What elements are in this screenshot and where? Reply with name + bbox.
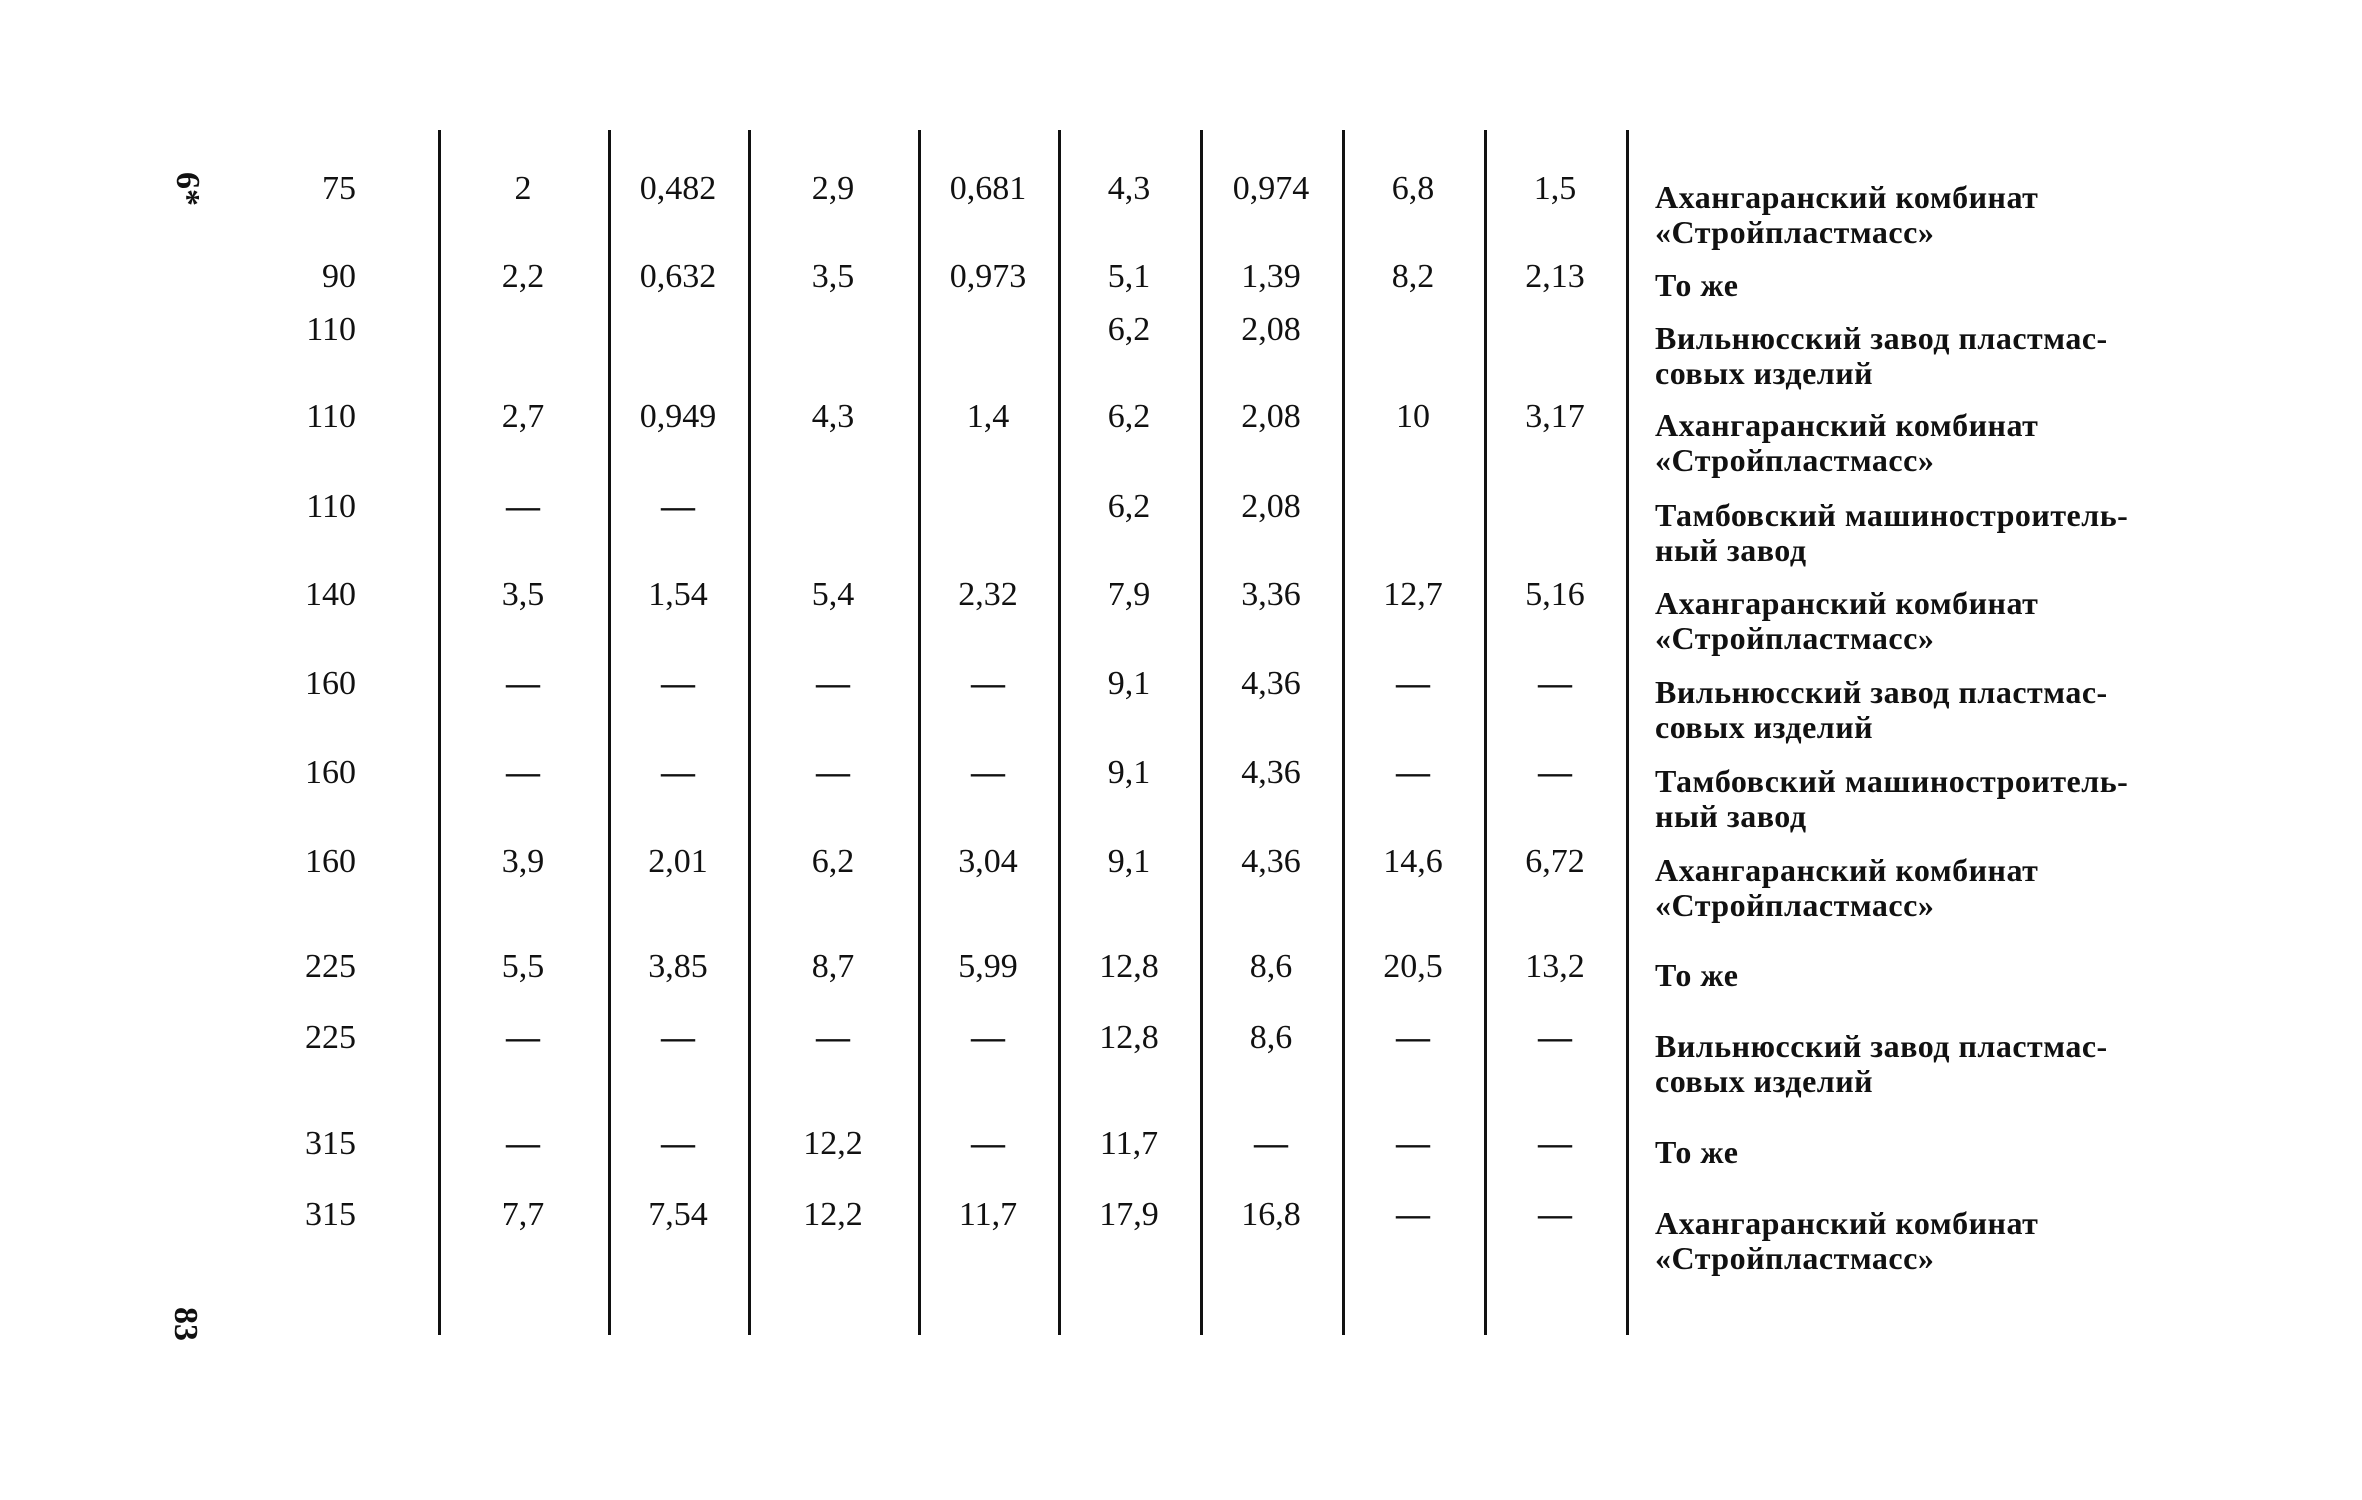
value-cell: 6,2 — [1107, 488, 1151, 525]
value-cell: — — [661, 1125, 695, 1162]
manufacturer-cell: Вильнюсский завод пластмас- совых изделий — [1655, 320, 2108, 391]
value-cell: 2,7 — [501, 398, 545, 435]
value-cell: 9,1 — [1107, 754, 1151, 791]
value-cell: — — [1254, 1125, 1288, 1162]
value-cell: 1,39 — [1241, 258, 1301, 295]
value-cell: 7,7 — [501, 1196, 545, 1233]
page-number: 83 — [167, 1307, 204, 1341]
manufacturer-cell: Ахангаранский комбинат «Стройпластмасс» — [1655, 407, 2039, 478]
value-cell: — — [1538, 1019, 1572, 1056]
value-cell: — — [816, 754, 850, 791]
value-cell: 13,2 — [1525, 948, 1585, 985]
value-cell: — — [1396, 1125, 1430, 1162]
value-cell: 2,13 — [1525, 258, 1585, 295]
value-cell: 8,7 — [811, 948, 855, 985]
diameter-cell: 315 — [305, 1125, 356, 1162]
value-cell: — — [661, 1019, 695, 1056]
column-divider — [438, 130, 441, 1335]
value-cell: 12,8 — [1099, 948, 1159, 985]
diameter-cell: 315 — [305, 1196, 356, 1233]
diameter-cell: 90 — [322, 258, 356, 295]
value-cell: 1,4 — [966, 398, 1010, 435]
column-divider — [1626, 130, 1629, 1335]
value-cell: 8,6 — [1249, 1019, 1293, 1056]
value-cell: 2,2 — [501, 258, 545, 295]
value-cell: 0,974 — [1232, 170, 1310, 207]
value-cell: 1,54 — [648, 576, 708, 613]
value-cell: — — [816, 665, 850, 702]
manufacturer-cell: Тамбовский машиностроитель- ный завод — [1655, 497, 2129, 568]
value-cell: 20,5 — [1383, 948, 1443, 985]
value-cell: — — [661, 754, 695, 791]
value-cell: 2,08 — [1241, 398, 1301, 435]
value-cell: 12,7 — [1383, 576, 1443, 613]
value-cell: — — [1538, 1196, 1572, 1233]
value-cell: — — [506, 1019, 540, 1056]
value-cell: 5,5 — [501, 948, 545, 985]
value-cell: 16,8 — [1241, 1196, 1301, 1233]
value-cell: 11,7 — [958, 1196, 1018, 1233]
manufacturer-cell: Вильнюсский завод пластмас- совых изделий — [1655, 1028, 2108, 1099]
value-cell: — — [816, 1019, 850, 1056]
value-cell: — — [661, 488, 695, 525]
diameter-cell: 225 — [305, 1019, 356, 1056]
value-cell: — — [506, 1125, 540, 1162]
value-cell: 4,36 — [1241, 754, 1301, 791]
value-cell: 9,1 — [1107, 665, 1151, 702]
value-cell: — — [506, 488, 540, 525]
value-cell: 10 — [1396, 398, 1430, 435]
value-cell: 12,8 — [1099, 1019, 1159, 1056]
value-cell: 7,54 — [648, 1196, 708, 1233]
value-cell: 6,72 — [1525, 843, 1585, 880]
manufacturer-cell: Вильнюсский завод пластмас- совых изделий — [1655, 674, 2108, 745]
manufacturer-cell: То же — [1655, 1134, 1739, 1170]
value-cell: — — [971, 754, 1005, 791]
value-cell: 11,7 — [1099, 1125, 1159, 1162]
diameter-cell: 160 — [305, 754, 356, 791]
manufacturer-cell: То же — [1655, 267, 1739, 303]
value-cell: 4,36 — [1241, 665, 1301, 702]
value-cell: — — [661, 665, 695, 702]
value-cell: — — [506, 754, 540, 791]
manufacturer-cell: Ахангаранский комбинат «Стройпластмасс» — [1655, 852, 2039, 923]
diameter-cell: 160 — [305, 843, 356, 880]
value-cell: 17,9 — [1099, 1196, 1159, 1233]
value-cell: 3,36 — [1241, 576, 1301, 613]
value-cell: 12,2 — [803, 1125, 863, 1162]
manufacturer-cell: Ахангаранский комбинат «Стройпластмасс» — [1655, 1205, 2039, 1276]
diameter-cell: 75 — [322, 170, 356, 207]
page-mark-top: 6* — [169, 172, 206, 206]
value-cell: 0,973 — [949, 258, 1027, 295]
value-cell: 1,5 — [1533, 170, 1577, 207]
value-cell: — — [1396, 1196, 1430, 1233]
value-cell: 4,3 — [811, 398, 855, 435]
value-cell: — — [971, 1019, 1005, 1056]
manufacturer-cell: То же — [1655, 957, 1739, 993]
value-cell: 14,6 — [1383, 843, 1443, 880]
manufacturer-cell: Тамбовский машиностроитель- ный завод — [1655, 763, 2129, 834]
value-cell: 0,632 — [639, 258, 717, 295]
value-cell: 5,4 — [811, 576, 855, 613]
value-cell: 3,5 — [501, 576, 545, 613]
value-cell: 6,2 — [1107, 311, 1151, 348]
value-cell: 2,08 — [1241, 488, 1301, 525]
value-cell: — — [506, 665, 540, 702]
diameter-cell: 110 — [306, 398, 356, 435]
column-divider — [918, 130, 921, 1335]
value-cell: 6,8 — [1391, 170, 1435, 207]
value-cell: 6,2 — [811, 843, 855, 880]
value-cell: 0,949 — [639, 398, 717, 435]
value-cell: 2 — [514, 170, 532, 207]
column-divider — [748, 130, 751, 1335]
value-cell: 2,01 — [648, 843, 708, 880]
value-cell: 9,1 — [1107, 843, 1151, 880]
manufacturer-cell: Ахангаранский комбинат «Стройпластмасс» — [1655, 179, 2039, 250]
column-divider — [1484, 130, 1487, 1335]
value-cell: 4,36 — [1241, 843, 1301, 880]
value-cell: 12,2 — [803, 1196, 863, 1233]
column-divider — [608, 130, 611, 1335]
diameter-cell: 110 — [306, 311, 356, 348]
value-cell: 3,17 — [1525, 398, 1585, 435]
value-cell: — — [971, 1125, 1005, 1162]
column-divider — [1200, 130, 1203, 1335]
value-cell: — — [971, 665, 1005, 702]
value-cell: 2,32 — [958, 576, 1018, 613]
value-cell: 4,3 — [1107, 170, 1151, 207]
value-cell: 3,5 — [811, 258, 855, 295]
value-cell: — — [1538, 665, 1572, 702]
column-divider — [1342, 130, 1345, 1335]
value-cell: — — [1538, 1125, 1572, 1162]
diameter-cell: 140 — [305, 576, 356, 613]
value-cell: 8,6 — [1249, 948, 1293, 985]
value-cell: 2,9 — [811, 170, 855, 207]
value-cell: 3,85 — [648, 948, 708, 985]
value-cell: 8,2 — [1391, 258, 1435, 295]
value-cell: 3,9 — [501, 843, 545, 880]
value-cell: 5,99 — [958, 948, 1018, 985]
value-cell: 5,16 — [1525, 576, 1585, 613]
value-cell: 7,9 — [1107, 576, 1151, 613]
value-cell: 5,1 — [1107, 258, 1151, 295]
value-cell: 3,04 — [958, 843, 1018, 880]
value-cell: — — [1538, 754, 1572, 791]
value-cell: — — [1396, 665, 1430, 702]
diameter-cell: 110 — [306, 488, 356, 525]
value-cell: 0,681 — [949, 170, 1027, 207]
diameter-cell: 225 — [305, 948, 356, 985]
manufacturer-cell: Ахангаранский комбинат «Стройпластмасс» — [1655, 585, 2039, 656]
value-cell: 2,08 — [1241, 311, 1301, 348]
value-cell: — — [1396, 1019, 1430, 1056]
diameter-cell: 160 — [305, 665, 356, 702]
value-cell: 6,2 — [1107, 398, 1151, 435]
value-cell: — — [1396, 754, 1430, 791]
column-divider — [1058, 130, 1061, 1335]
value-cell: 0,482 — [639, 170, 717, 207]
